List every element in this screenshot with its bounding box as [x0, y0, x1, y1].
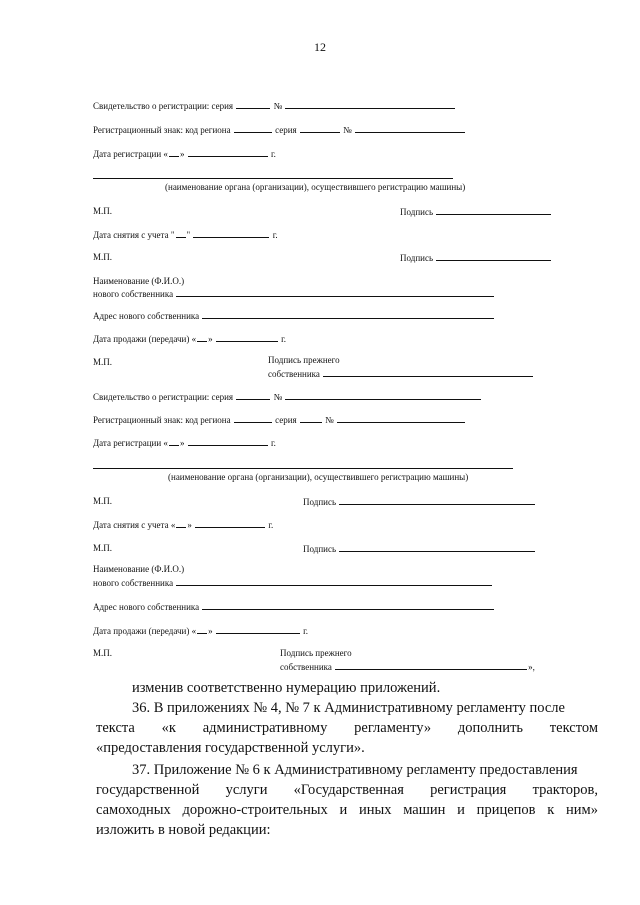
- b2-prev-sign-line: собственника »,: [280, 662, 535, 672]
- b2-org-caption: (наименование органа (организации), осуществившего регистрацию машины): [168, 472, 469, 482]
- b1-prev-sign-label: Подпись прежнего: [268, 355, 340, 365]
- b1-signature-2: Подпись: [400, 252, 552, 264]
- b2-sale-date-line: Дата продажи (передачи) « » г.: [93, 626, 309, 636]
- b2-signature-2: Подпись: [303, 543, 536, 555]
- b2-stamp-label-3: М.П.: [93, 648, 113, 658]
- para-37-line-4: изложить в новой редакции:: [96, 822, 271, 838]
- b2-deregistration-date: Дата снятия с учета « » г.: [93, 520, 274, 530]
- b1-owner-name-line: нового собственника: [93, 288, 495, 300]
- b1-owner-address-line: Адрес нового собственника: [93, 310, 495, 322]
- b1-stamp-label-3: М.П.: [93, 357, 113, 367]
- b1-org-caption: (наименование органа (организации), осуществившего регистрацию машины): [165, 182, 466, 192]
- b2-org-underline: [93, 468, 513, 469]
- b1-org-underline: [93, 178, 453, 179]
- b2-regsign-line: Регистрационный знак: код региона серия №: [93, 414, 466, 426]
- para-37-line-1: 37. Приложение № 6 к Административному регламенту предоставления: [132, 762, 578, 778]
- b1-deregistration-date: Дата снятия с учета " " г.: [93, 230, 278, 240]
- text-line-1: изменив соответственно нумерацию приложений.: [132, 680, 441, 696]
- b2-signature-1: Подпись: [303, 496, 536, 508]
- b2-certificate-line: Свидетельство о регистрации: серия №: [93, 391, 482, 403]
- para-37-line-3: самоходных дорожно-строительных и иных машин и прицепов к ним»: [96, 802, 598, 818]
- b2-owner-name-label: Наименование (Ф.И.О.): [93, 564, 185, 574]
- para-36-line-1: 36. В приложениях № 4, № 7 к Административному регламенту после: [132, 700, 565, 716]
- b1-signature-1: Подпись: [400, 206, 552, 218]
- b1-prev-sign-line: собственника: [268, 368, 534, 380]
- para-36-line-3: «предоставления государственной услуги».: [96, 740, 365, 756]
- b1-owner-name-label: Наименование (Ф.И.О.): [93, 276, 185, 286]
- b2-stamp-label: М.П.: [93, 496, 113, 506]
- para-36-line-2: текста «к административному регламенту» дополнить текстом: [96, 720, 598, 736]
- b2-stamp-label-2: М.П.: [93, 543, 113, 553]
- page-number: 12: [314, 40, 326, 54]
- b1-certificate-line: Свидетельство о регистрации: серия №: [93, 100, 456, 112]
- b1-stamp-label: М.П.: [93, 206, 113, 216]
- para-37-line-2: государственной услуги «Государственная регистрация тракторов,: [96, 782, 598, 798]
- b1-regdate-line: Дата регистрации « » г.: [93, 149, 276, 159]
- b2-owner-address-line: Адрес нового собственника: [93, 601, 495, 613]
- b1-regsign-line: Регистрационный знак: код региона серия №: [93, 124, 466, 136]
- b1-sale-date-line: Дата продажи (передачи) « » г.: [93, 334, 287, 344]
- b1-stamp-label-2: М.П.: [93, 252, 113, 262]
- b2-prev-sign-label: Подпись прежнего: [280, 648, 352, 658]
- b2-regdate-line: Дата регистрации « » г.: [93, 438, 276, 448]
- b2-owner-name-line: нового собственника: [93, 577, 493, 589]
